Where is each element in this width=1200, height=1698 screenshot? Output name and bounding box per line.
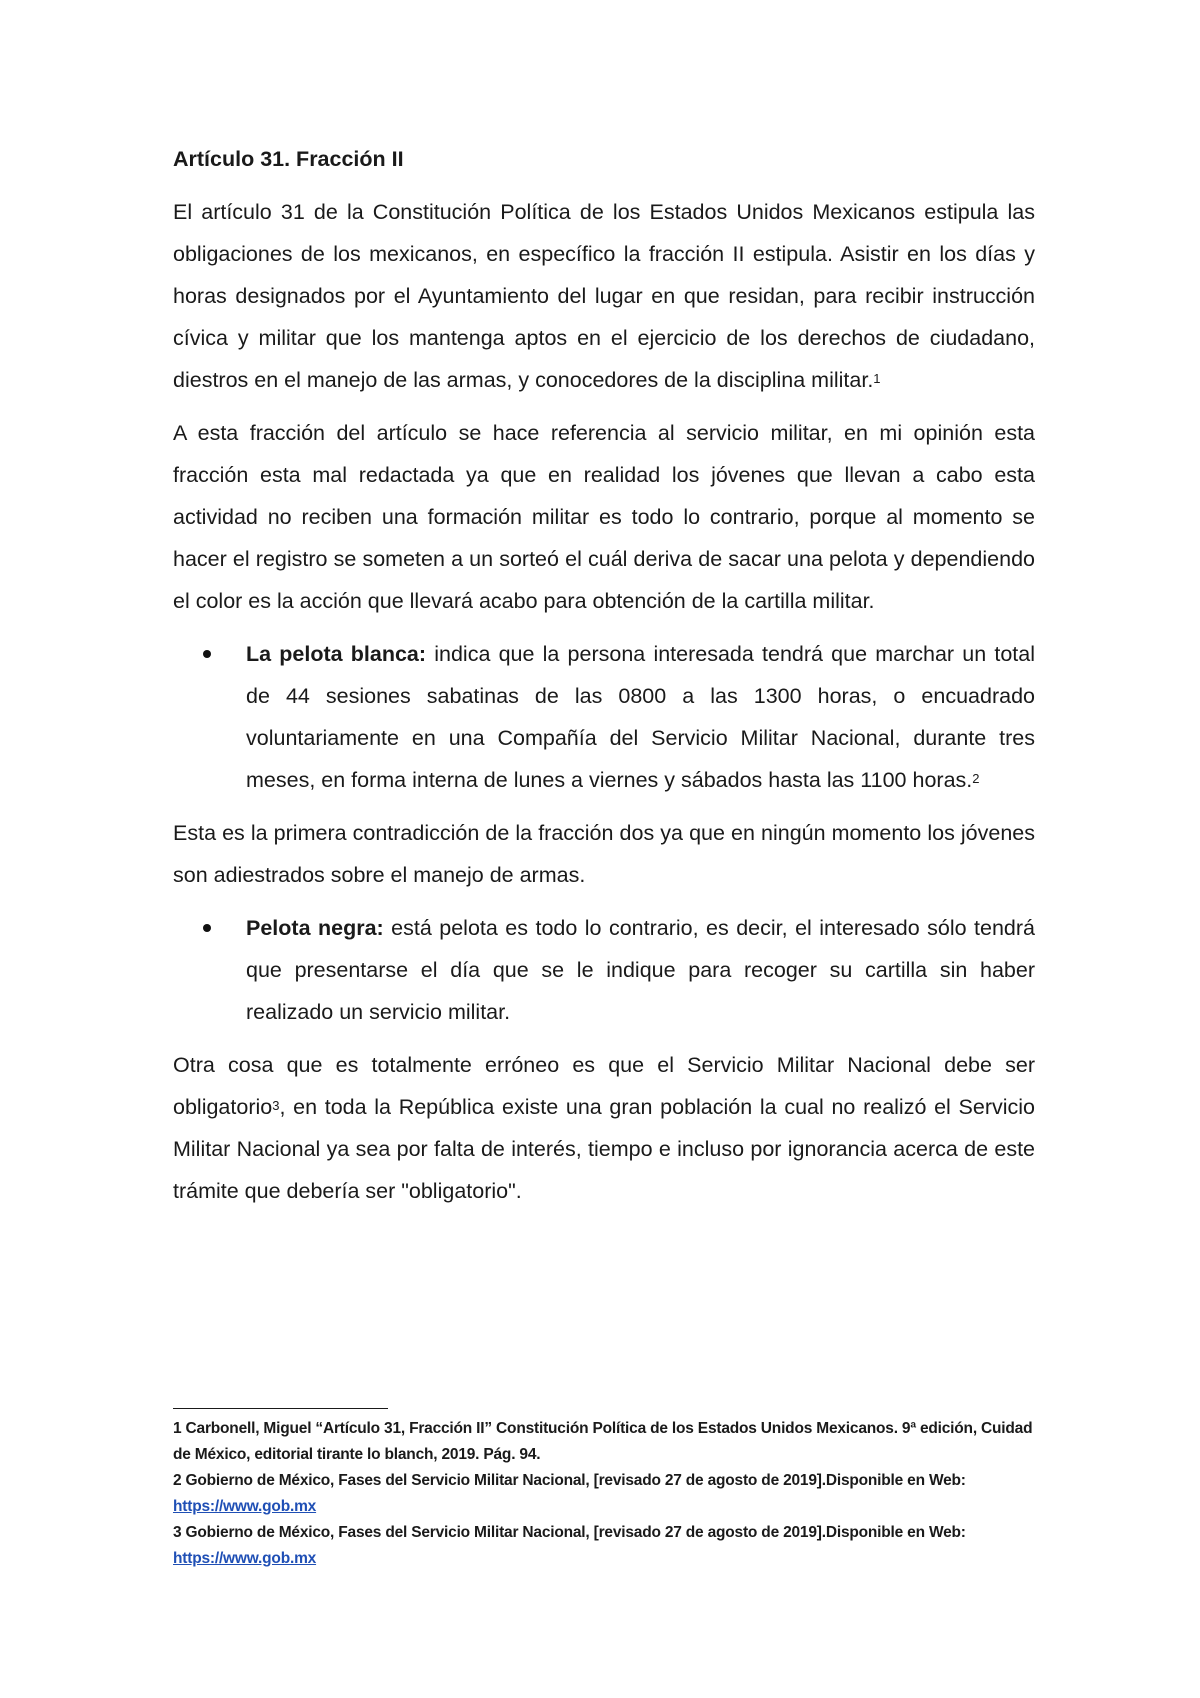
- bullet-list-white-ball: [173, 633, 1035, 801]
- paragraph-contradiction: Esta es la primera contradicción de la fracción dos ya que en ningún momento los jóvenes son adiestrados sobre el manejo de armas.: [173, 821, 1035, 887]
- footnotes: [173, 1416, 1035, 1572]
- list-item-text: está pelota es todo lo contrario, es decir, el interesado sólo tendrá que presentarse el día que se le indique para recoger su cartilla sin haber realizado un servicio militar.: [246, 916, 1036, 1024]
- paragraph-1-text: El artículo 31 de la Constitución Política de los Estados Unidos Mexicanos estipula las obligaciones de los mexicanos, en específico la fracción II estipula. Asistir en los días y horas designados por el Ayuntamiento del lugar en que residan, para recibir instrucción cívica y militar que los mantenga aptos en el ejercicio de los derechos de ciudadano, diestros en el manejo de las armas, y conocedores de la disciplina militar.: [173, 200, 1035, 392]
- list-item-black-ball: [173, 907, 1035, 1033]
- footnote-separator: [173, 1408, 388, 1409]
- footnote-ref-3[interactable]: 3: [272, 1098, 280, 1113]
- document-body: [173, 138, 1035, 1223]
- footnote-1: 1 Carbonell, Miguel “Artículo 31, Fracción II” Constitución Política de los Estados Unidos Mexicanos. 9ª edición, Cuidad de México, editorial tirante lo blanch, 2019. Pág. 94.: [173, 1420, 1033, 1463]
- footnote-3-text: 3 Gobierno de México, Fases del Servicio Militar Nacional, [revisado 27 de agosto de 2019].Disponible en Web:: [173, 1524, 966, 1541]
- list-item-lead: Pelota negra:: [246, 916, 384, 940]
- paragraph-article-text: [173, 191, 1035, 401]
- footnote-3: [173, 1520, 1035, 1572]
- footnote-2-text: 2 Gobierno de México, Fases del Servicio Militar Nacional, [revisado 27 de agosto de 2019].Disponible en Web:: [173, 1472, 966, 1489]
- footnote-ref-1[interactable]: 1: [873, 371, 881, 386]
- list-item-lead: La pelota blanca:: [246, 642, 427, 666]
- paragraph-opinion: A esta fracción del artículo se hace referencia al servicio militar, en mi opinión esta fracción esta mal redactada ya que en realidad los jóvenes que llevan a cabo esta actividad no reciben una formación militar es todo lo contrario, porque al momento se hacer el registro se someten a un sorteó el cuál deriva de sacar una pelota y dependiendo el color es la acción que llevará acabo para obtención de la cartilla militar.: [173, 421, 1035, 613]
- paragraph-4-text-after: , en toda la República existe una gran población la cual no realizó el Servicio Militar Nacional ya sea por falta de interés, tiempo e incluso por ignorancia acerca de este trámite que debería ser "obligatorio".: [173, 1095, 1035, 1203]
- footnote-3-link[interactable]: https://www.gob.mx: [173, 1550, 317, 1567]
- bullet-list-black-ball: [173, 907, 1035, 1033]
- footnote-ref-2[interactable]: 2: [972, 771, 980, 786]
- paragraph-obligatory: [173, 1044, 1035, 1212]
- footnote-2: [173, 1468, 1035, 1520]
- bullet-icon: [203, 650, 211, 658]
- bullet-icon: [203, 924, 211, 932]
- list-item-white-ball: [173, 633, 1035, 801]
- list-item-text: indica que la persona interesada tendrá que marchar un total de 44 sesiones sabatinas de las 0800 a las 1300 horas, o encuadrado voluntariamente en una Compañía del Servicio Militar Nacional, durante tres meses, en forma interna de lunes a viernes y sábados hasta las 1100 horas.: [246, 642, 1035, 792]
- footnote-2-link[interactable]: https://www.gob.mx: [173, 1498, 317, 1515]
- section-heading: Artículo 31. Fracción II: [173, 147, 404, 171]
- paragraph-4-text-before: Otra cosa que es totalmente erróneo es que el Servicio Militar Nacional debe ser obligatorio: [173, 1053, 1035, 1119]
